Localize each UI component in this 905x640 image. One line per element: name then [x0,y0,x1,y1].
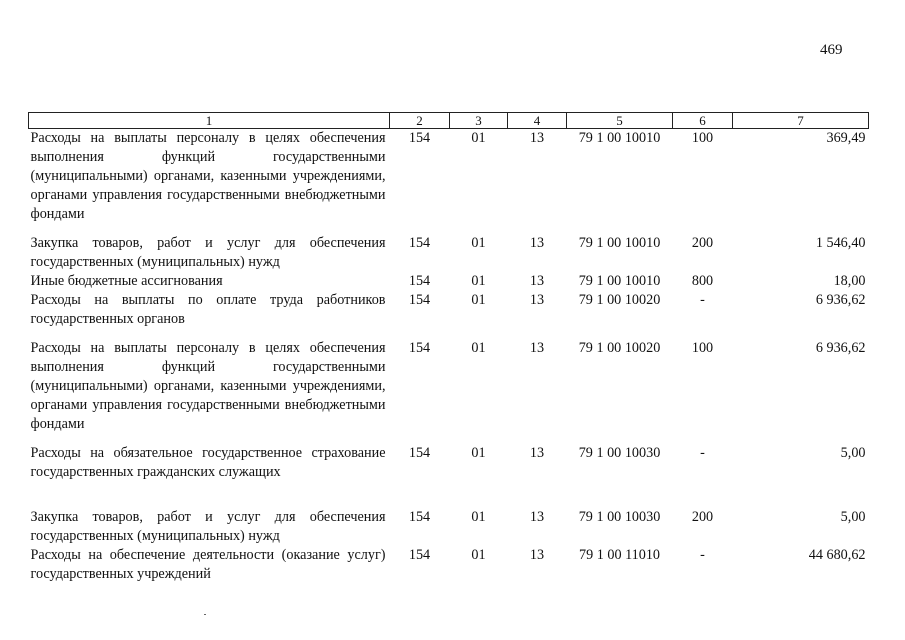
row-subsection: 13 [529,340,545,356]
row-subsection: 13 [529,130,545,146]
row-section: 01 [471,340,486,356]
row-subsection: 13 [529,445,545,461]
row-amount: 5,00 [840,445,866,461]
header-col-4: 4 [508,113,567,129]
table-row [29,482,869,546]
scan-speck [204,614,206,615]
row-amount: 44 680,62 [808,547,866,563]
row-section: 01 [471,130,486,146]
row-amount: 6 936,62 [815,292,866,308]
row-description: Расходы на обязательное государственное страхование государственных гражданских служащих [30,445,386,480]
row-expense-type: 800 [691,273,714,289]
table-row [29,434,869,482]
row-expense-type: - [700,445,705,461]
row-section: 01 [471,547,486,563]
row-ministry-code: 154 [408,445,431,461]
table-row [29,272,869,291]
row-expense-type: - [700,547,705,563]
row-amount: 5,00 [840,509,866,525]
row-section: 01 [471,235,486,251]
row-expense-type: - [700,292,705,308]
row-amount: 369,49 [826,130,866,146]
table-row [29,291,869,329]
row-expense-type: 100 [691,130,714,146]
row-amount: 18,00 [833,273,866,289]
row-description: Расходы на выплаты персоналу в целях обеспечения выполнения функций государственными (муниципальными) органами, казенными учреждениями, органами управления государственными внебюджетными фондами [30,130,386,222]
row-description: Расходы на обеспечение деятельности (оказание услуг) государственных учреждений [30,547,386,582]
row-ministry-code: 154 [408,547,431,563]
row-description: Закупка товаров, работ и услуг для обеспечения государственных (муниципальных) нужд [30,509,386,544]
row-description: Расходы на выплаты по оплате труда работников государственных органов [30,292,386,327]
page-number: 469 [820,42,843,58]
table-row [29,224,869,272]
row-section: 01 [471,509,486,525]
row-expense-type: 100 [691,340,714,356]
row-ministry-code: 154 [408,235,431,251]
row-ministry-code: 154 [408,292,431,308]
row-target-article: 79 1 00 10010 [578,130,661,146]
budget-table [28,112,869,584]
table-body [29,129,869,585]
header-col-1: 1 [29,113,390,129]
header-col-3: 3 [450,113,508,129]
row-amount: 1 546,40 [815,235,866,251]
header-col-6: 6 [673,113,733,129]
row-expense-type: 200 [691,235,714,251]
row-ministry-code: 154 [408,273,431,289]
row-target-article: 79 1 00 10030 [578,445,661,461]
row-subsection: 13 [529,509,545,525]
row-section: 01 [471,292,486,308]
row-subsection: 13 [529,273,545,289]
table-row [29,329,869,434]
row-target-article: 79 1 00 10020 [578,292,661,308]
row-subsection: 13 [529,547,545,563]
table-row [29,129,869,225]
row-expense-type: 200 [691,509,714,525]
row-target-article: 79 1 00 10020 [578,340,661,356]
row-target-article: 79 1 00 10010 [578,235,661,251]
row-target-article: 79 1 00 10010 [578,273,661,289]
row-description: Иные бюджетные ассигнования [30,273,223,289]
row-subsection: 13 [529,235,545,251]
row-target-article: 79 1 00 11010 [578,547,661,563]
table-row [29,546,869,584]
row-description: Расходы на выплаты персоналу в целях обеспечения выполнения функций государственными (муниципальными) органами, казенными учреждениями, органами управления государственными внебюджетными фондами [30,340,386,432]
row-section: 01 [471,273,486,289]
header-col-2: 2 [390,113,450,129]
row-ministry-code: 154 [408,509,431,525]
row-subsection: 13 [529,292,545,308]
row-ministry-code: 154 [408,340,431,356]
table-header [29,113,869,129]
row-amount: 6 936,62 [815,340,866,356]
row-section: 01 [471,445,486,461]
header-col-5: 5 [567,113,673,129]
row-target-article: 79 1 00 10030 [578,509,661,525]
header-col-7: 7 [733,113,869,129]
header-row [29,113,869,129]
row-ministry-code: 154 [408,130,431,146]
row-description: Закупка товаров, работ и услуг для обеспечения государственных (муниципальных) нужд [30,235,386,270]
